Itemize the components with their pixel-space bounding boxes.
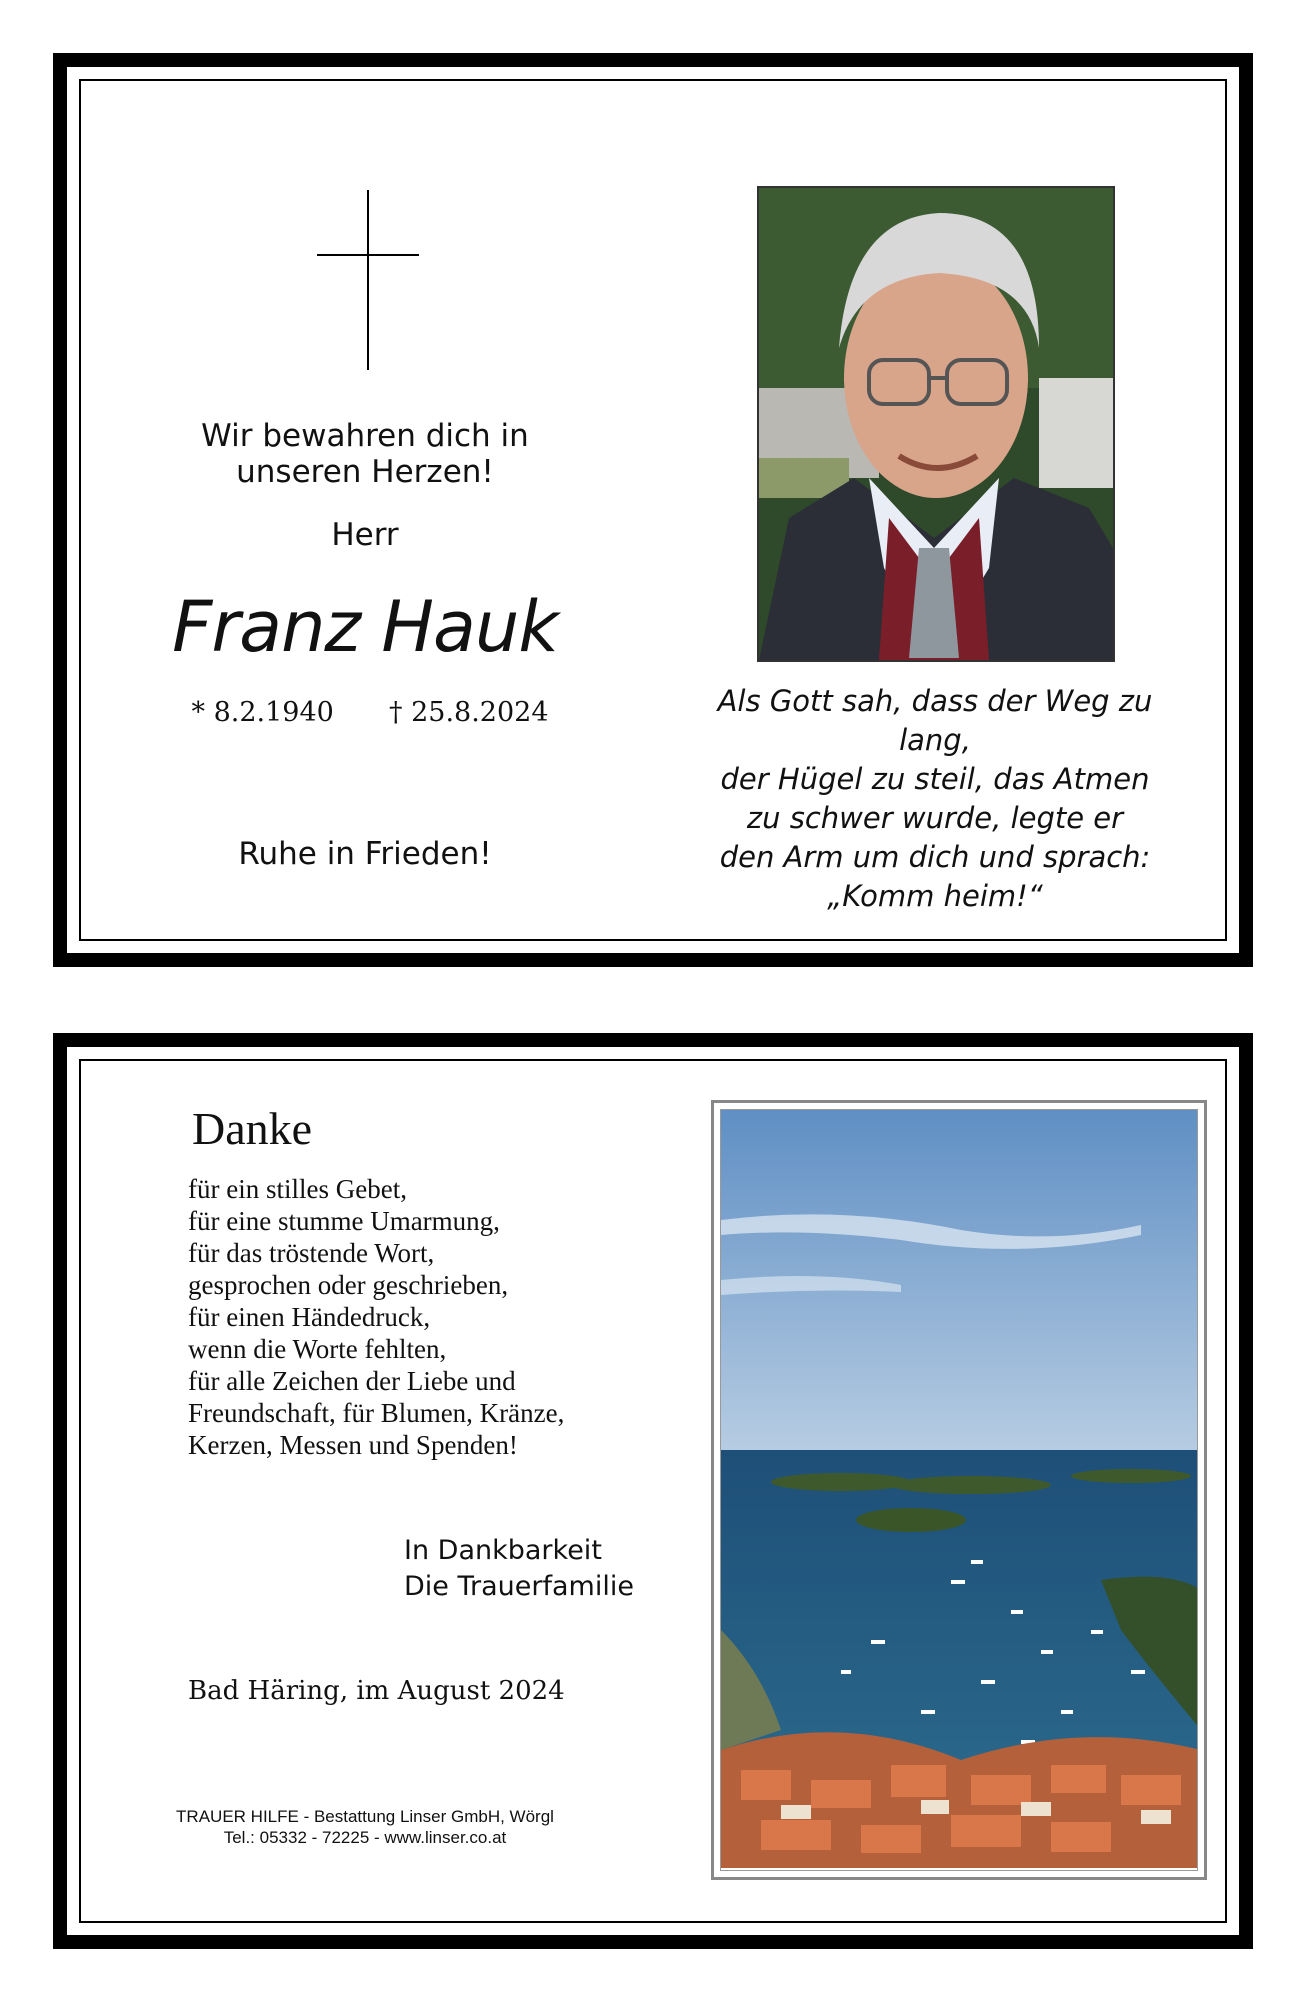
thanks-line: für alle Zeichen der Liebe und (188, 1366, 516, 1396)
poem-line: zu schwer wurde, legte er (746, 801, 1124, 835)
harbor-photo-inner (720, 1109, 1198, 1871)
poem-line: der Hügel zu steil, das Atmen (720, 762, 1150, 796)
thanks-line: für eine stumme Umarmung, (188, 1206, 500, 1236)
thanks-line: für ein stilles Gebet, (188, 1174, 407, 1204)
thanks-line: für das tröstende Wort, (188, 1238, 435, 1268)
salutation: Herr (331, 517, 399, 553)
portrait-illustration (759, 188, 1113, 660)
poem-line: Als Gott sah, dass der Weg zu lang, (717, 684, 1153, 757)
closing-phrase: Ruhe in Frieden! (238, 836, 492, 872)
thanks-line: Freundschaft, für Blumen, Kränze, (188, 1398, 565, 1428)
remembrance-quote (150, 418, 580, 490)
funeral-home-footer (150, 1806, 580, 1848)
harbor-photo (711, 1100, 1207, 1880)
cross-icon (367, 190, 369, 370)
portrait-photo (757, 186, 1115, 662)
thanks-line: für einen Händedruck, (188, 1302, 431, 1332)
footer-line: Tel.: 05332 - 72225 - www.linser.co.at (223, 1828, 507, 1847)
thanks-line: wenn die Worte fehlten, (188, 1334, 447, 1364)
thanks-text (188, 1173, 668, 1461)
poem (690, 682, 1180, 916)
place-date: Bad Häring, im August 2024 (188, 1676, 565, 1706)
quote-line: Wir bewahren dich in (201, 418, 529, 454)
thanks-title: Danke (192, 1103, 313, 1154)
signature-line: In Dankbarkeit (404, 1535, 602, 1566)
thanks-line: Kerzen, Messen und Spenden! (188, 1430, 518, 1460)
poem-line: den Arm um dich und sprach: (719, 840, 1151, 874)
birth-date: * 8.2.1940 (191, 697, 334, 728)
footer-line: TRAUER HILFE - Bestattung Linser GmbH, Wörgl (176, 1807, 554, 1826)
deceased-name: Franz Hauk (172, 586, 558, 668)
harbor-illustration (721, 1110, 1198, 1868)
life-dates (190, 697, 550, 728)
death-date: † 25.8.2024 (389, 697, 549, 728)
poem-line: „Komm heim!“ (827, 879, 1043, 913)
quote-line: unseren Herzen! (236, 454, 494, 490)
cross-icon-bar (317, 254, 419, 256)
signature-line: Die Trauerfamilie (404, 1571, 634, 1602)
thanks-line: gesprochen oder geschrieben, (188, 1270, 509, 1300)
signature (404, 1533, 634, 1605)
